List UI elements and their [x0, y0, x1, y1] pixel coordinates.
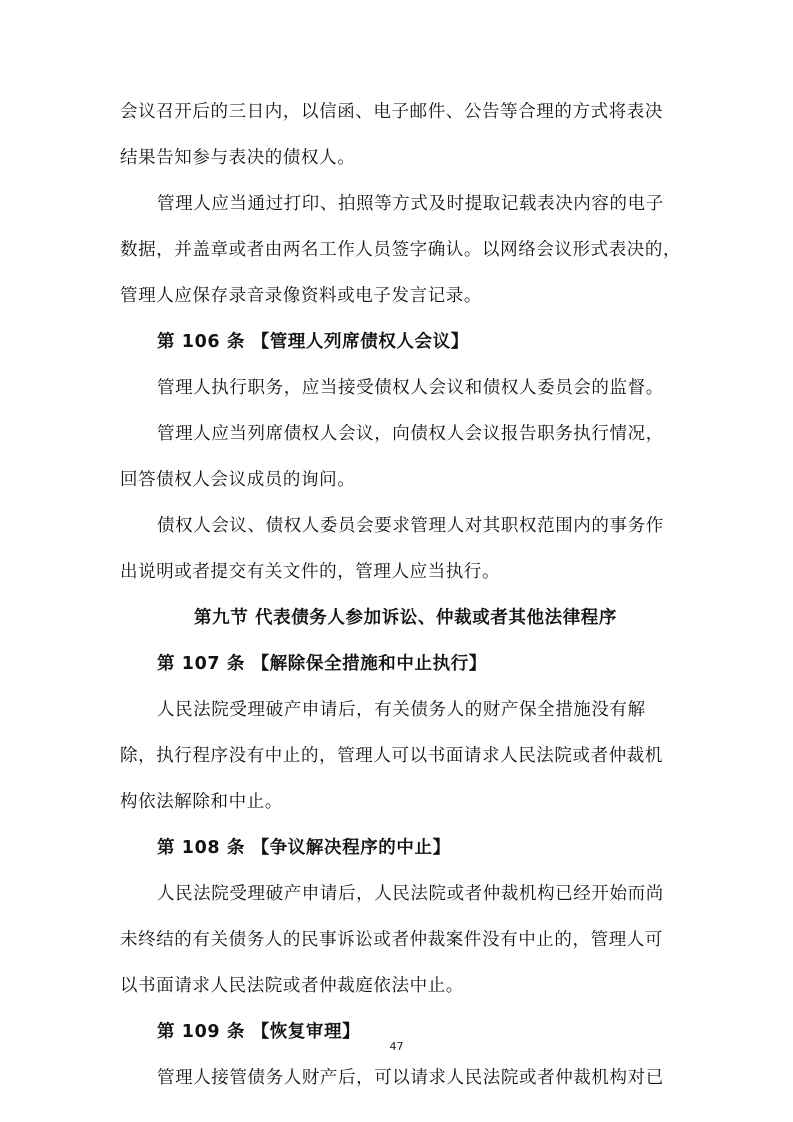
text-line: 管理人接管债务人财产后，可以请求人民法院或者仲裁机构对已 [157, 1068, 664, 1088]
text-line: 管理人应当通过打印、拍照等方式及时提取记载表决内容的电子 [157, 194, 664, 214]
text-line: 以书面请求人民法院或者仲裁庭依法中止。 [120, 976, 464, 996]
article-heading-108: 第 108 条 【争议解决程序的中止】 [157, 838, 451, 858]
text-line: 人民法院受理破产申请后，人民法院或者仲裁机构已经开始而尚 [157, 884, 664, 904]
section-heading: 第九节 代表债务人参加诉讼、仲裁或者其他法律程序 [194, 608, 617, 628]
text-line: 管理人应保存录音录像资料或电子发言记录。 [120, 286, 482, 306]
text-line: 数据，并盖章或者由两名工作人员签字确认。以网络会议形式表决的， [120, 240, 682, 260]
article-heading-107: 第 107 条 【解除保全措施和中止执行】 [157, 654, 487, 674]
text-line: 债权人会议、债权人委员会要求管理人对其职权范围内的事务作 [157, 516, 664, 536]
text-line: 管理人应当列席债权人会议，向债权人会议报告职务执行情况， [157, 424, 664, 444]
text-line: 管理人执行职务，应当接受债权人会议和债权人委员会的监督。 [157, 378, 664, 398]
text-line: 会议召开后的三日内，以信函、电子邮件、公告等合理的方式将表决 [120, 102, 663, 122]
text-line: 除，执行程序没有中止的，管理人可以书面请求人民法院或者仲裁机 [120, 746, 663, 766]
text-line: 未终结的有关债务人的民事诉讼或者仲裁案件没有中止的，管理人可 [120, 930, 663, 950]
page-number: 47 [389, 1040, 404, 1053]
text-line: 人民法院受理破产申请后，有关债务人的财产保全措施没有解 [157, 700, 646, 720]
text-line: 结果告知参与表决的债权人。 [120, 148, 356, 168]
article-heading-106: 第 106 条 【管理人列席债权人会议】 [157, 332, 469, 352]
text-line: 出说明或者提交有关文件的，管理人应当执行。 [120, 562, 501, 582]
text-line: 构依法解除和中止。 [120, 792, 283, 812]
article-heading-109: 第 109 条 【恢复审理】 [157, 1022, 361, 1042]
text-line: 回答债权人会议成员的询问。 [120, 470, 356, 490]
